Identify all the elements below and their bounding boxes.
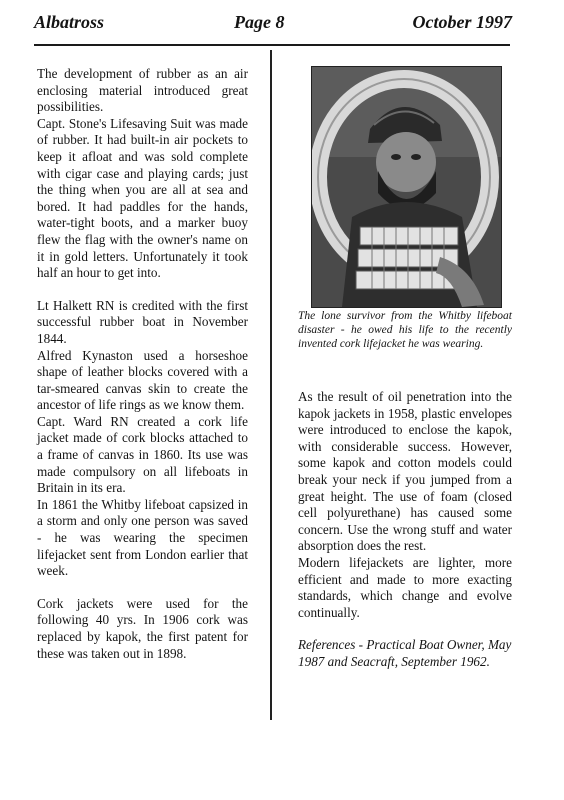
references: References - Practical Boat Owner, May 1987 and Seacraft, September 1962. (298, 637, 512, 669)
paragraph-whitby: In 1861 the Whitby lifeboat capsized in a storm and only one person was saved - he was wearing the specimen lifejacket sent from London earlier that week. (37, 496, 248, 579)
column-divider (270, 50, 272, 720)
photo-caption: The lone survivor from the Whitby lifeboat disaster - he owed his life to the recently invented cork lifejacket he was wearing. (298, 310, 512, 350)
header-rule (34, 44, 510, 46)
paragraph-gap (298, 621, 512, 637)
paragraph-kapok-plastic: As the result of oil penetration into the kapok jackets in 1958, plastic envelopes were introduced to enclose the kapok, with considerable success. However, some kapok and cotton models could break your neck if you jumped from a great height. The use of foam (closed cell polyurethane) has caused some concern. Use the wrong stuff and water absorption does the rest. (298, 389, 512, 554)
page-number: Page 8 (234, 12, 285, 32)
survivor-photo (311, 66, 502, 308)
paragraph-ward: Capt. Ward RN created a cork life jacket made of cork blocks attached to a frame of canvas in 1860. Its use was made compulsory on all lifeboats in Britain in its era. (37, 413, 248, 496)
paragraph-rubber-intro: The development of rubber as an air enclosing material introduced great possibilities. (37, 66, 248, 115)
survivor-photo-illustration (312, 67, 501, 307)
paragraph-stone-suit: Capt. Stone's Lifesaving Suit was made of rubber. It had built-in air pockets to keep it afloat and was sold complete with cigar case and playing cards; just the thing when you are all at sea and bored. It had paddles for the hands, water-tight boots, and a marker buoy flew the flag with the owner's name on it in gold letters. Unfortunately it took half an hour to get into. (37, 115, 248, 281)
paragraph-gap (37, 580, 248, 596)
left-column (37, 66, 248, 662)
issue-date: October 1997 (412, 12, 512, 32)
paragraph-halkett: Lt Halkett RN is credited with the first successful rubber boat in November 1844. (37, 297, 248, 346)
paragraph-modern: Modern lifejackets are lighter, more efficient and made to more exacting standards, which change and evolve continually. (298, 554, 512, 620)
paragraph-cork-kapok: Cork jackets were used for the following 40 yrs. In 1906 cork was replaced by kapok, the first patent for these was taken out in 1898. (37, 595, 248, 661)
page-header (34, 12, 512, 38)
paragraph-kynaston: Alfred Kynaston used a horseshoe shape of leather blocks covered with a tar-smeared canvas skin to create the ancestor of life rings as we know them. (37, 347, 248, 413)
newsletter-title: Albatross (34, 12, 105, 32)
right-column (298, 389, 512, 671)
paragraph-gap (37, 282, 248, 298)
